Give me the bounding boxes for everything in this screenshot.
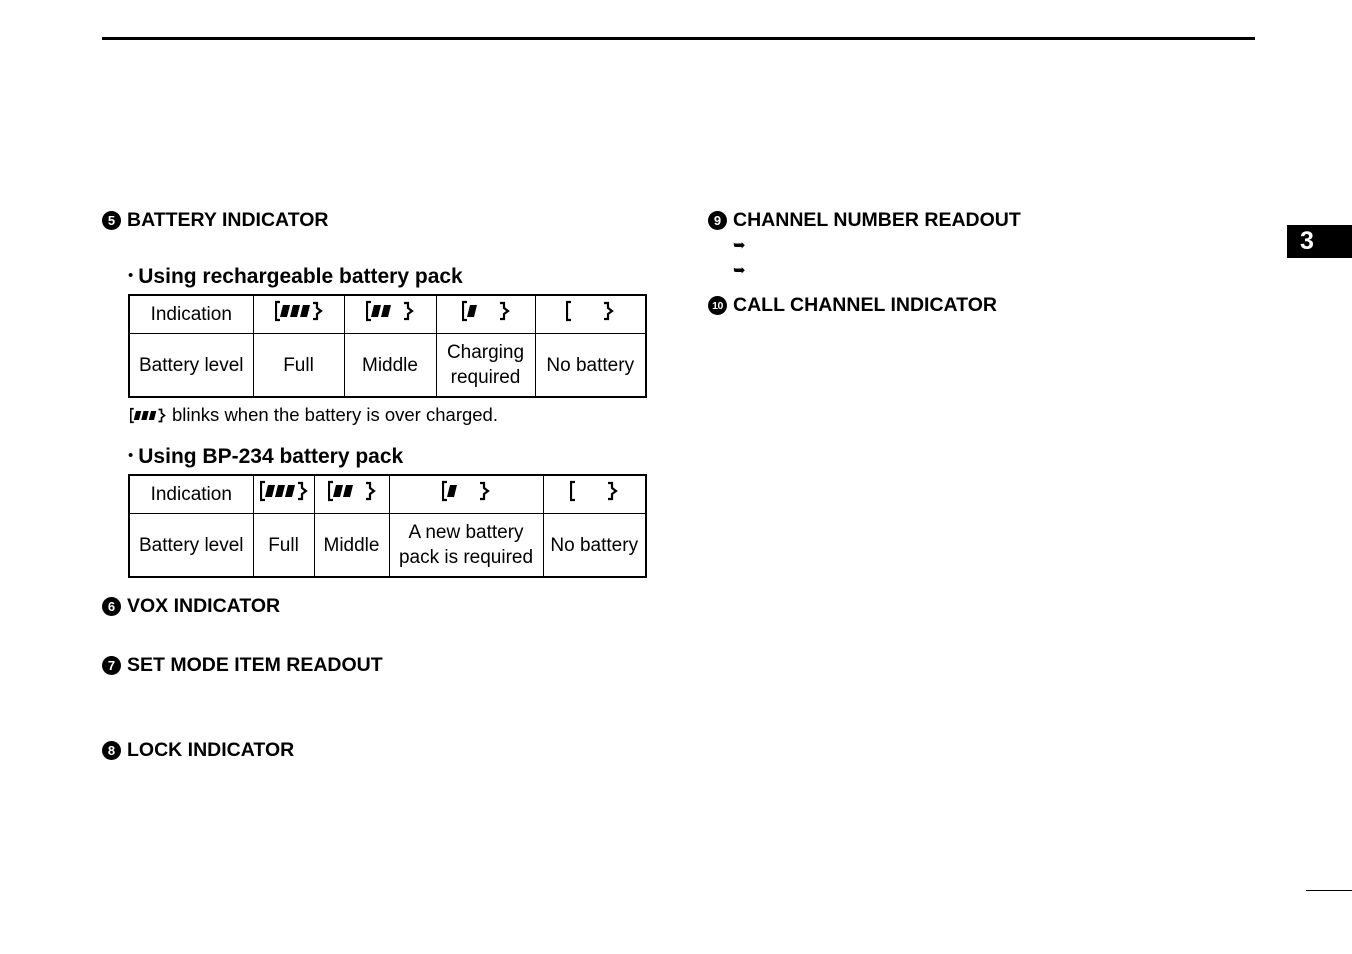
level-middle: Middle [344, 334, 436, 398]
section-number: 7 [102, 656, 121, 675]
table-row-label: Battery level [129, 334, 253, 398]
level-full: Full [253, 514, 314, 578]
bp234-title: Using BP-234 battery pack [138, 445, 404, 468]
level-no-battery: No battery [543, 514, 646, 578]
vox-indicator-heading [102, 595, 280, 618]
battery-full-icon [253, 475, 314, 514]
bp234-battery-table [128, 474, 647, 578]
bullet: • [128, 447, 134, 464]
section-title: LOCK INDICATOR [127, 739, 295, 761]
channel-readout-heading [708, 209, 1021, 232]
battery-empty-icon [543, 475, 646, 514]
lock-indicator-heading [102, 739, 294, 762]
overcharge-note [130, 404, 498, 426]
battery-indicator-heading [102, 209, 329, 232]
overcharge-note-text: blinks when the battery is over charged. [172, 404, 498, 425]
bp234-subheading [128, 445, 403, 469]
section-title: SET MODE ITEM READOUT [127, 654, 383, 676]
section-number: 6 [102, 597, 121, 616]
level-new-pack-required: A new battery pack is required [389, 514, 543, 578]
battery-middle-icon [344, 295, 436, 334]
battery-full-icon [253, 295, 344, 334]
table-header-label: Indication [129, 475, 253, 514]
section-number: 10 [708, 296, 727, 315]
table-row-label: Battery level [129, 514, 253, 578]
rechargeable-subheading [128, 265, 463, 289]
top-rule [102, 37, 1255, 40]
section-title: VOX INDICATOR [127, 595, 281, 617]
battery-empty-icon [535, 295, 646, 334]
section-number: 5 [102, 211, 121, 230]
set-mode-readout-heading [102, 654, 383, 677]
level-full: Full [253, 334, 344, 398]
section-number: 9 [708, 211, 727, 230]
battery-low-icon [436, 295, 535, 334]
bottom-rule [1306, 890, 1352, 891]
level-no-battery: No battery [535, 334, 646, 398]
chapter-tab: 3 [1287, 225, 1352, 258]
bullet: • [128, 267, 134, 284]
battery-middle-icon [314, 475, 389, 514]
arrow-bullet-icon: ➥ [733, 262, 746, 279]
battery-low-icon [389, 475, 543, 514]
rechargeable-title: Using rechargeable battery pack [138, 265, 463, 288]
rechargeable-battery-table [128, 294, 647, 398]
section-title: CHANNEL NUMBER READOUT [733, 209, 1021, 231]
battery-full-icon [130, 407, 166, 424]
level-middle: Middle [314, 514, 389, 578]
arrow-bullet-icon: ➥ [733, 237, 746, 254]
call-channel-indicator-heading [708, 294, 997, 317]
section-title: CALL CHANNEL INDICATOR [733, 294, 997, 316]
table-header-label: Indication [129, 295, 253, 334]
section-number: 8 [102, 741, 121, 760]
section-title: BATTERY INDICATOR [127, 209, 329, 231]
level-charging-required: Charging required [436, 334, 535, 398]
